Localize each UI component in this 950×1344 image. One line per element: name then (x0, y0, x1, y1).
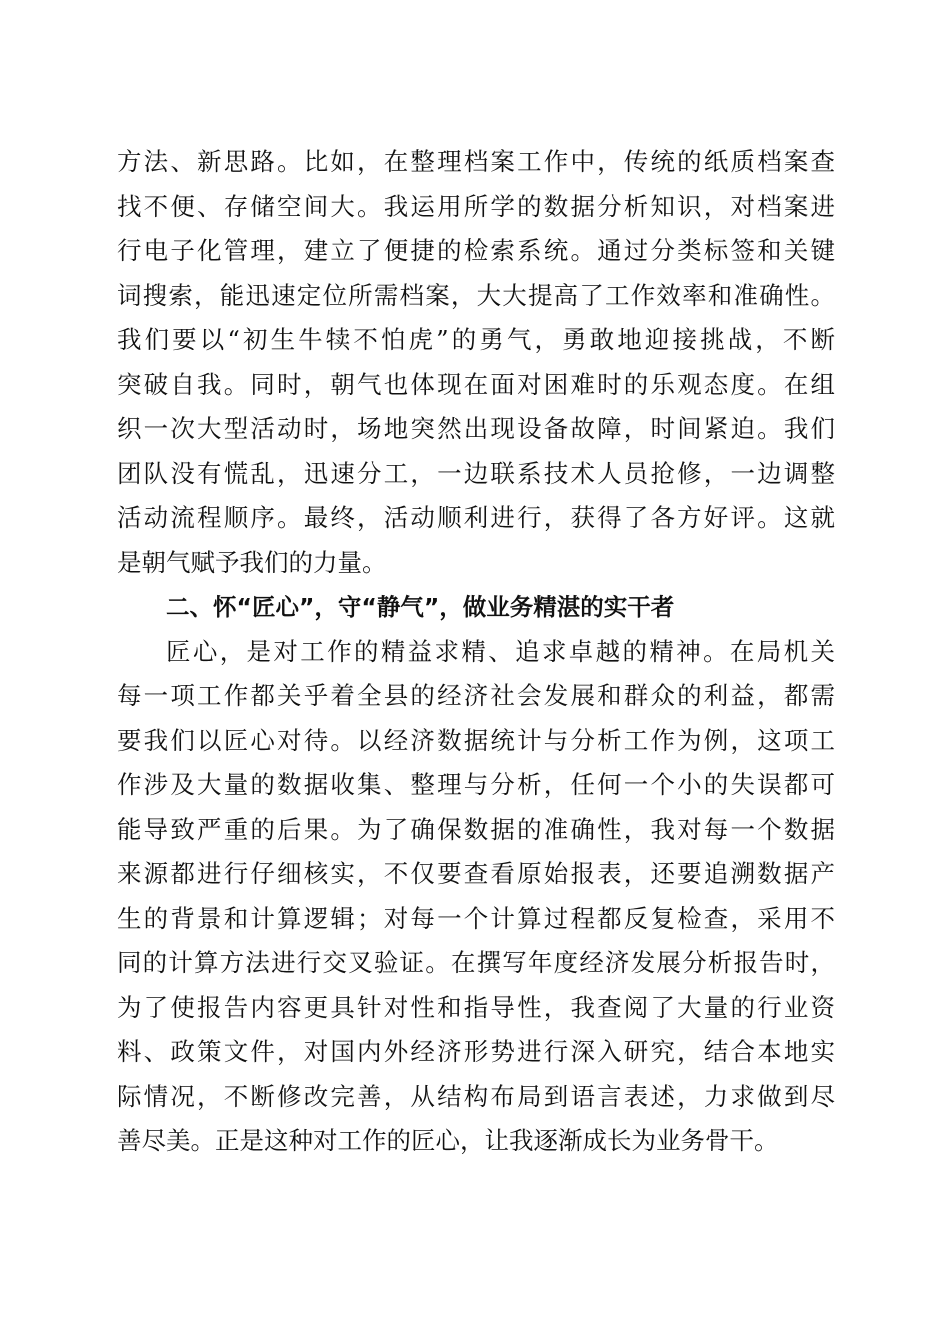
text-line: 织一次大型活动时，场地突然出现设备故障，时间紧迫。我们 (117, 414, 835, 443)
text-line: 词搜索，能迅速定位所需档案，大大提高了工作效率和准确性。 (117, 280, 835, 310)
text-line: 团队没有慌乱，迅速分工，一边联系技术人员抢修，一边调整 (117, 458, 835, 488)
text-line: 突破自我。同时，朝气也体现在面对困难时的乐观态度。在组 (117, 369, 835, 399)
text-line: 作涉及大量的数据收集、整理与分析，任何一个小的失误都可 (117, 770, 835, 799)
text-line: 际情况，不断修改完善，从结构布局到语言表述，力求做到尽 (117, 1081, 835, 1111)
text-line: 要我们以匠心对待。以经济数据统计与分析工作为例，这项工 (117, 725, 835, 755)
paragraph-1 (117, 140, 835, 585)
text-line: 来源都进行仔细核实，不仅要查看原始报表，还要追溯数据产 (117, 859, 835, 888)
text-line: 找不便、存储空间大。我运用所学的数据分析知识，对档案进 (117, 191, 835, 221)
text-line: 匠心，是对工作的精益求精、追求卓越的精神。在局机关 (166, 636, 835, 666)
text-line: 能导致严重的后果。为了确保数据的准确性，我对每一个数据 (117, 814, 835, 844)
paragraph-2 (117, 630, 835, 1164)
text-line: 为了使报告内容更具针对性和指导性，我查阅了大量的行业资 (117, 992, 835, 1022)
text-line: 生的背景和计算逻辑；对每一个计算过程都反复检查，采用不 (117, 903, 835, 933)
text-line: 我们要以“初生牛犊不怕虎”的勇气，勇敢地迎接挑战，不断 (117, 325, 835, 354)
text-line: 同的计算方法进行交叉验证。在撰写年度经济发展分析报告时， (117, 948, 835, 977)
text-line: 方法、新思路。比如，在整理档案工作中，传统的纸质档案查 (117, 147, 835, 176)
text-line: 活动流程顺序。最终，活动顺利进行，获得了各方好评。这就 (117, 503, 835, 532)
section-heading: 二、怀“匠心”，守“静气”，做业务精湛的实干者 (166, 593, 675, 621)
text-line: 是朝气赋予我们的力量。 (117, 547, 387, 577)
text-line: 行电子化管理，建立了便捷的检索系统。通过分类标签和关键 (117, 236, 835, 265)
text-line: 每一项工作都关乎着全县的经济社会发展和群众的利益，都需 (117, 681, 835, 710)
document-body (117, 140, 835, 1164)
text-line: 料、政策文件，对国内外经济形势进行深入研究，结合本地实 (117, 1037, 835, 1066)
text-line: 善尽美。正是这种对工作的匠心，让我逐渐成长为业务骨干。 (117, 1126, 779, 1155)
